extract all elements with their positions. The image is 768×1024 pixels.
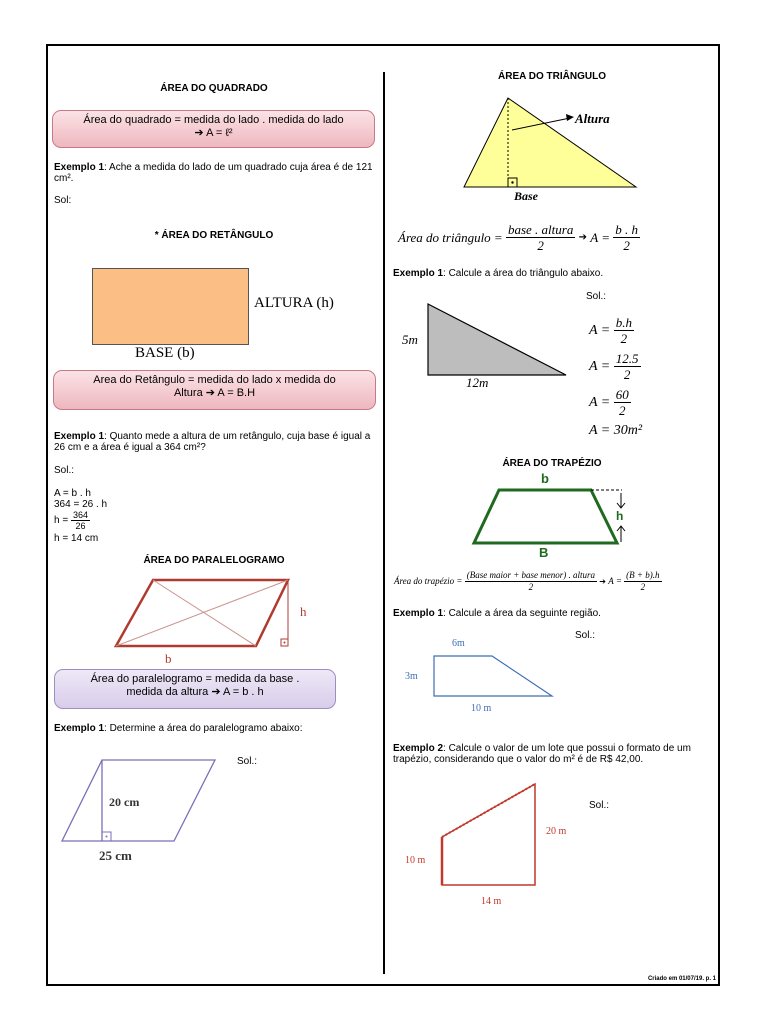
step-lhs: A =	[589, 323, 611, 338]
parallelogram-title: ÁREA DO PARALELOGRAMO	[143, 555, 285, 566]
formula-prefix: Área do trapézio =	[394, 576, 463, 586]
square-formula-line2: ➔ A = ℓ²	[194, 127, 233, 139]
formula-fraction	[465, 570, 597, 593]
footer-note: Criado em 01/07/19. p. 1	[647, 976, 716, 982]
step-fraction	[614, 387, 631, 418]
trapezoid-B-label: B	[539, 545, 549, 560]
example-text: : Calcule a área da seguinte região.	[443, 608, 601, 619]
triangle-altura-label: Altura	[575, 111, 610, 126]
formula-fraction-2	[613, 222, 640, 253]
lot-left-side: 10 m	[405, 855, 426, 866]
parallelogram-height-value: 20 cm	[109, 795, 140, 809]
fraction-denominator: 2	[640, 582, 646, 592]
step-lhs: A =	[589, 359, 611, 374]
example-label: Exemplo 2	[393, 743, 444, 754]
formula-prefix: Área do triângulo =	[398, 230, 503, 245]
solution-step	[589, 315, 642, 351]
trapezoid-example-1-top: 6m	[452, 638, 465, 649]
parallelogram-example-1	[54, 723, 376, 734]
arrow-icon: ➔	[578, 232, 587, 243]
triangle-side-label: 5m	[402, 332, 418, 347]
rectangle-base-label: BASE (b)	[135, 345, 195, 361]
fraction-denominator: 2	[537, 238, 544, 253]
trapezoid-example-1-base: 10 m	[471, 703, 492, 714]
lot-trapezoid-diagram	[436, 780, 546, 892]
example-label: Exemplo 1	[54, 162, 105, 173]
formula-fraction-2	[624, 570, 661, 593]
fraction-denominator: 2	[528, 582, 534, 592]
triangle-example-diagram	[424, 300, 570, 380]
triangle-base-value: 12m	[466, 375, 489, 390]
lot-right-side: 20 m	[546, 826, 567, 837]
triangle-formula	[398, 222, 640, 253]
trapezoid-example-2	[393, 743, 715, 765]
rectangle-formula-line2: Altura ➔ A = B.H	[173, 387, 256, 399]
fraction-denominator: 26	[75, 521, 86, 531]
parallelogram-formula-box	[54, 669, 336, 709]
solution-final: A = 30m²	[589, 423, 643, 438]
fraction-numerator: base . altura	[507, 222, 574, 237]
parallelogram-diagram	[110, 574, 330, 670]
example-text: : Determine a área do paralelogramo abaixo:	[104, 723, 303, 734]
fraction-denominator: 2	[623, 367, 631, 382]
trapezoid-sol-2: Sol.:	[589, 800, 610, 811]
triangle-sol: Sol.:	[586, 291, 607, 302]
trapezoid-example-1-diagram	[430, 650, 560, 700]
triangle-example-1	[393, 268, 715, 279]
triangle-base-label: Base	[514, 189, 538, 203]
rectangle-formula-line1: Area do Retângulo = medida do lado x medida do	[93, 374, 336, 386]
fraction-numerator: 364	[72, 510, 88, 520]
square-example-1	[54, 162, 376, 184]
rectangle-formula-box	[53, 370, 376, 410]
square-sol: Sol:	[54, 195, 72, 206]
triangle-title: ÁREA DO TRIÂNGULO	[498, 71, 606, 82]
step-fraction	[614, 315, 634, 346]
parallelogram-h-label: h	[300, 604, 307, 619]
example-text: : Quanto mede a altura de um retângulo, cuja base é igual a 26 cm e a área é igual a 364 cm²?	[54, 431, 371, 453]
fraction-numerator: 60	[615, 387, 629, 402]
example-label: Exemplo 1	[393, 608, 444, 619]
fraction-numerator: 12.5	[615, 351, 639, 366]
column-divider	[383, 72, 385, 974]
parallelogram-b-label: b	[165, 651, 172, 666]
rectangle-step-1: A = b . h	[54, 488, 91, 499]
example-text: : Ache a medida do lado de um quadrado cuja área é de 121 cm².	[54, 162, 373, 184]
rectangle-shape	[92, 268, 249, 345]
fraction-denominator: 2	[623, 238, 630, 253]
trapezoid-diagram	[470, 472, 640, 562]
parallelogram-formula-line1: Área do paralelogramo = medida da base .	[90, 673, 300, 685]
trapezoid-b-label: b	[541, 471, 549, 486]
rectangle-step-3	[54, 510, 90, 531]
example-text: : Calcule o valor de um lote que possui o formato de um trapézio, considerando que o valor do m² é de R$ 42,00.	[393, 743, 691, 765]
example-text: : Calcule a área do triângulo abaixo.	[443, 268, 604, 279]
rectangle-step-4: h = 14 cm	[54, 533, 99, 544]
example-label: Exemplo 1	[54, 723, 105, 734]
rectangle-title: * ÁREA DO RETÂNGULO	[154, 230, 274, 241]
parallelogram-formula-line2: medida da altura ➔ A = b . h	[126, 686, 264, 698]
lot-base: 14 m	[481, 896, 502, 907]
trapezoid-sol-1: Sol.:	[575, 630, 596, 641]
rectangle-height-label: ALTURA (h)	[254, 295, 334, 311]
fraction-numerator: b.h	[615, 315, 632, 330]
square-title: ÁREA DO QUADRADO	[160, 83, 268, 94]
solution-step	[589, 351, 642, 387]
step-lhs: A =	[589, 395, 611, 410]
parallelogram-base-value: 25 cm	[99, 848, 132, 863]
step-fraction	[614, 351, 641, 382]
trapezoid-h-label: h	[616, 509, 624, 523]
rectangle-example-1	[54, 431, 376, 453]
fraction-numerator: (B + b).h	[626, 570, 660, 580]
example-label: Exemplo 1	[54, 431, 105, 442]
fraction-numerator: (Base maior + base menor) . altura	[466, 570, 596, 580]
formula-A: A =	[590, 230, 610, 245]
arrow-icon: ➔	[599, 577, 606, 586]
fraction-denominator: 2	[619, 403, 626, 418]
triangle-solution-steps	[589, 315, 642, 438]
rectangle-sol: Sol.:	[54, 465, 75, 476]
trapezoid-example-1	[393, 608, 715, 619]
formula-A: A =	[608, 576, 622, 586]
trapezoid-example-1-side: 3m	[405, 671, 418, 682]
square-formula-line1: Área do quadrado = medida do lado . medida do lado	[83, 114, 344, 126]
formula-fraction	[506, 222, 575, 253]
step-fraction	[71, 510, 90, 531]
rectangle-step-2: 364 = 26 . h	[54, 499, 108, 510]
fraction-numerator: b . h	[615, 222, 638, 237]
square-formula-box	[52, 110, 375, 148]
fraction-denominator: 2	[620, 331, 628, 346]
example-label: Exemplo 1	[393, 268, 444, 279]
solution-step	[589, 387, 642, 423]
parallelogram-sol: Sol.:	[237, 756, 258, 767]
step-prefix: h =	[54, 515, 69, 527]
trapezoid-title: ÁREA DO TRAPÉZIO	[502, 458, 602, 469]
triangle-diagram	[460, 94, 645, 196]
trapezoid-formula	[394, 570, 662, 593]
